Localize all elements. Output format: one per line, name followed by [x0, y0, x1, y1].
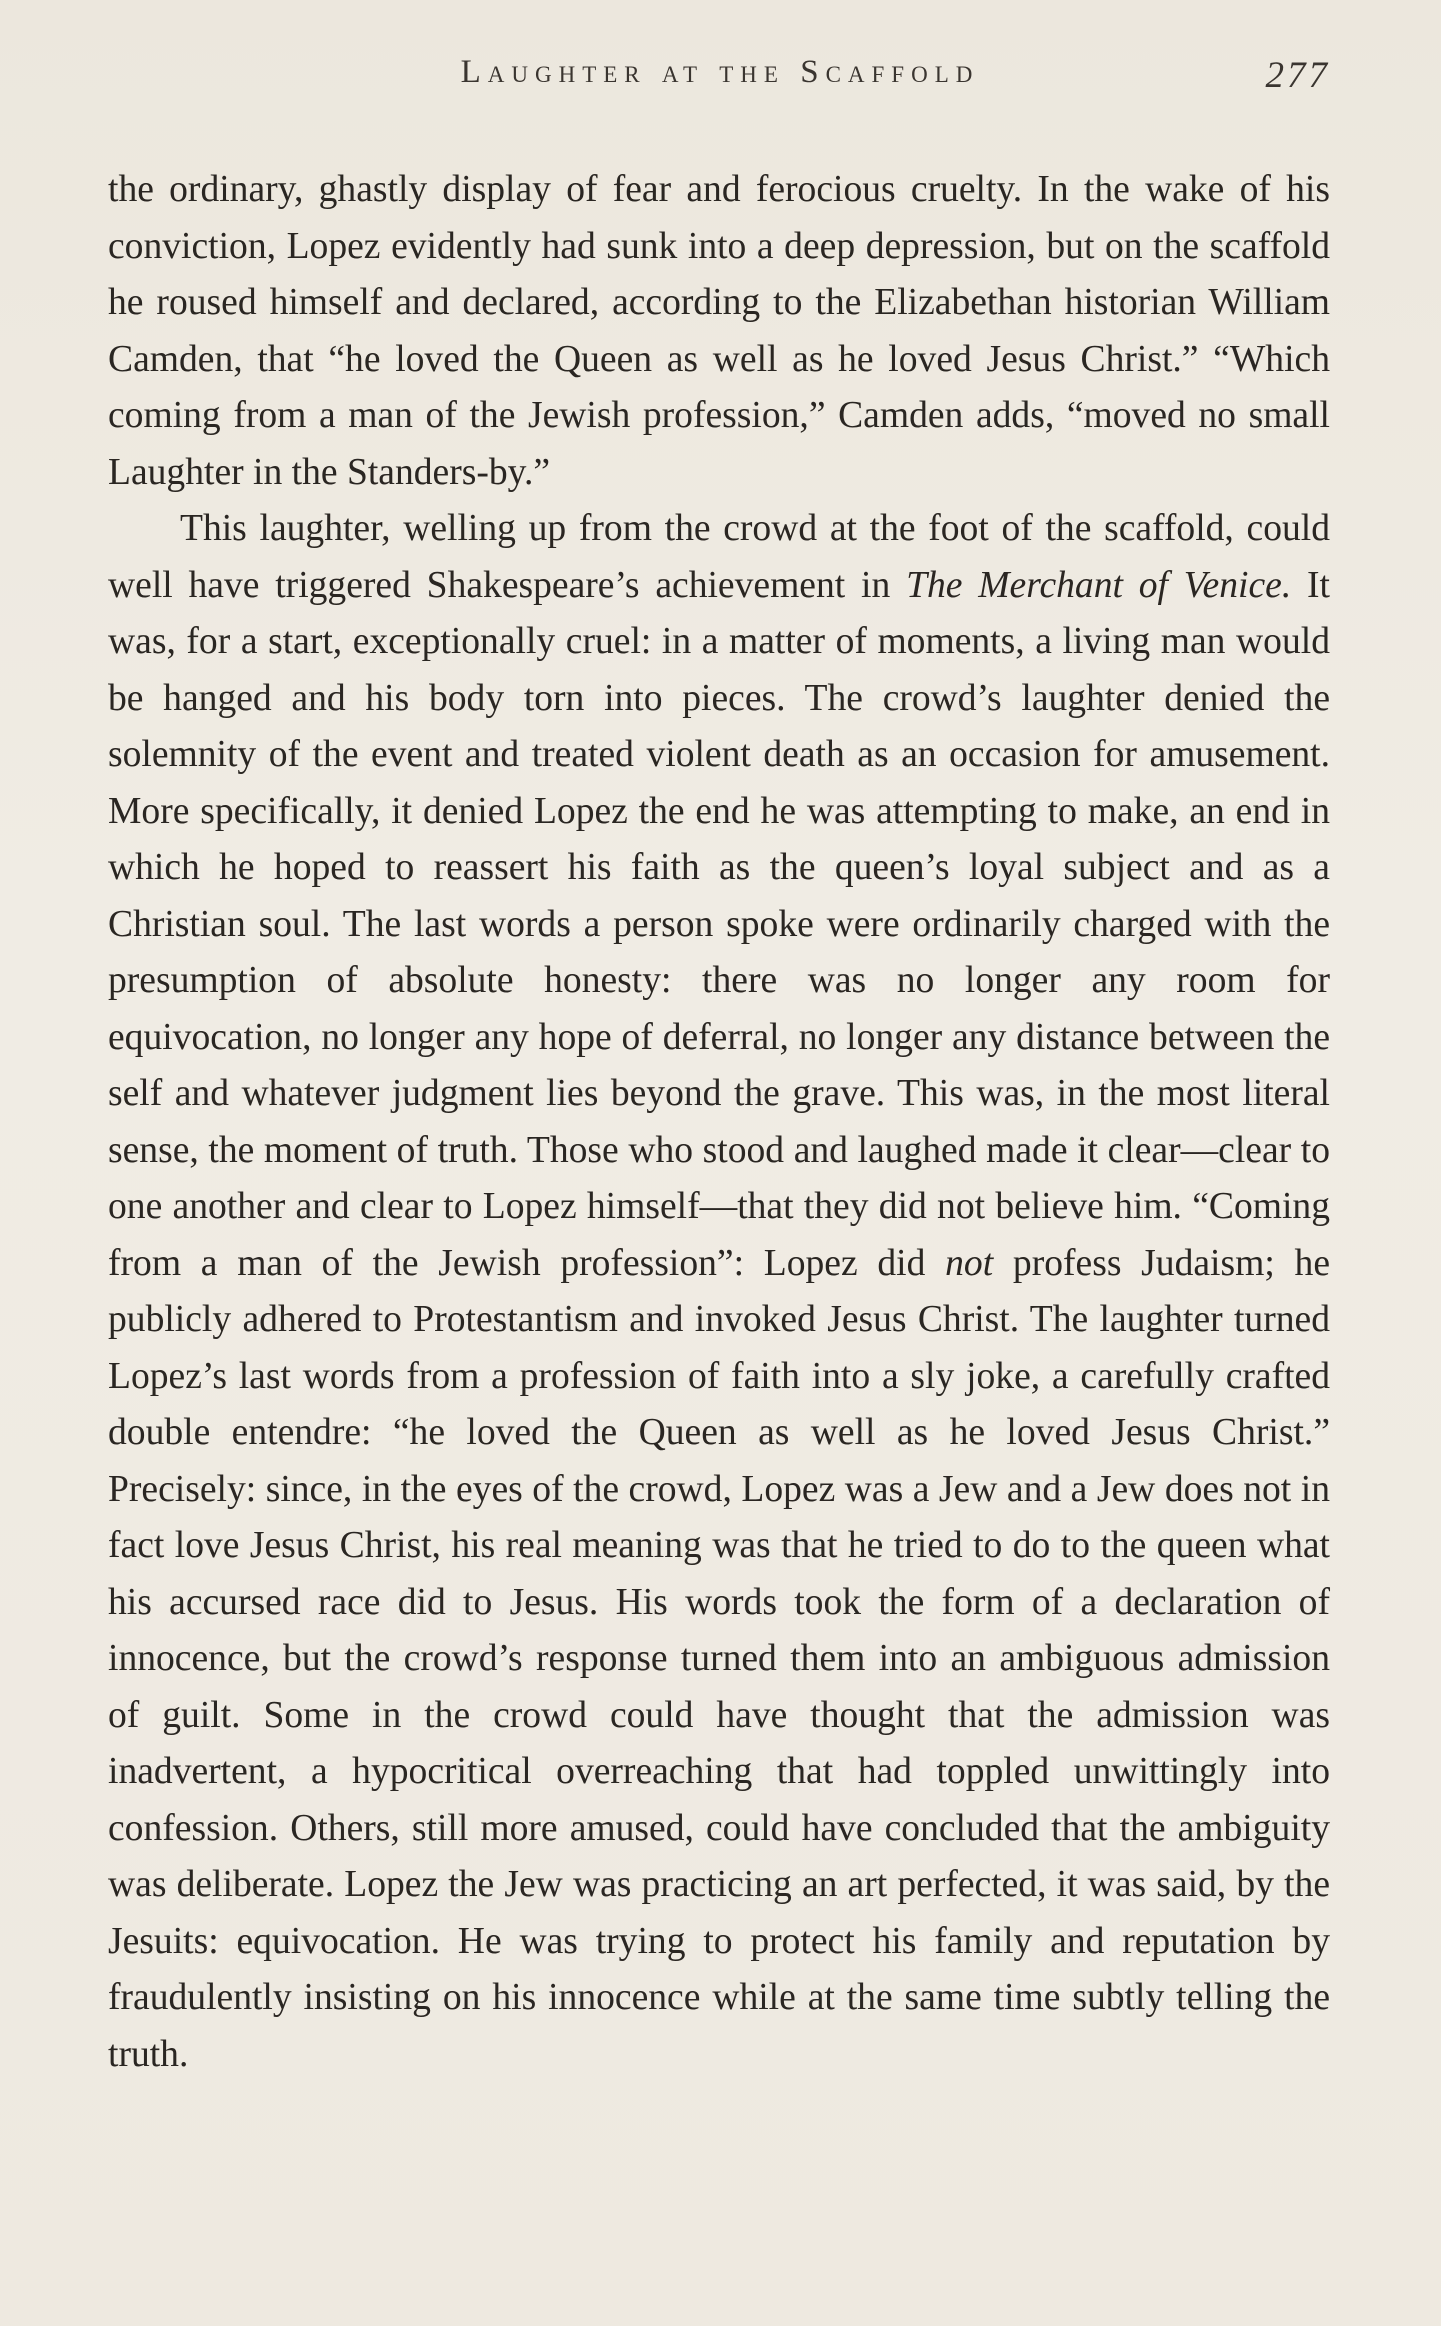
page-number: 277 [1265, 55, 1330, 96]
paragraph-1-text: the ordinary, ghastly display of fear and ferocious cruelty. In the wake of his conviction, Lopez evidently had sunk into a deep depression, but on the scaffold he roused himself and declared, according to the Elizabethan historian William Camden, that “he loved the Queen as well as he loved Jesus Christ.” “Which coming from a man of the Jewish profession,” Camden adds, “moved no small Laughter in the Standers-by.” [108, 169, 1330, 493]
emphasis-italic: not [945, 1242, 994, 1284]
running-title: Laughter at the Scaffold [460, 54, 980, 90]
paragraph-2 [108, 501, 1330, 2083]
running-head [110, 54, 1330, 104]
paragraph-2-text: profess Judaism; he publicly adhered to Protestantism and invoked Jesus Christ. The laughter turned Lopez’s last words from a profession of faith into a sly joke, a carefully crafted double entendre: “he loved the Queen as well as he loved Jesus Christ.” Precisely: since, in the eyes of the crowd, Lopez was a Jew and a Jew does not in fact love Jesus Christ, his real meaning was that he tried to do to the queen what his accursed race did to Jesus. His words took the form of a declaration of innocence, but the crowd’s response turned them into an ambiguous admission of guilt. Some in the crowd could have thought that the admission was inadvertent, a hypocritical overreaching that had toppled unwittingly into confession. Others, still more amused, could have concluded that the ambiguity was deliberate. Lopez the Jew was practicing an art perfected, it was said, by the Jesuits: equivocation. He was trying to protect his family and reputation by fraudulently insisting on his innocence while at the same time subtly telling the truth. [108, 1242, 1330, 2075]
paragraph-2-text: This laughter, welling up from the crowd at the foot of the scaffold, could well have triggered Shakespeare’s achievement in [108, 508, 1330, 606]
paragraph-2-text: It was, for a start, exceptionally cruel: in a matter of moments, a living man would be hanged and his body torn into pieces. The crowd’s laughter denied the solemnity of the event and treated violent death as an occasion for amusement. More specifically, it denied Lopez the end he was attempting to make, an end in which he hoped to reassert his faith as the queen’s loyal subject and as a Christian soul. The last words a person spoke were ordinarily charged with the presumption of absolute honesty: there was no longer any room for equivocation, no longer any hope of deferral, no longer any distance between the self and whatever judgment lies beyond the grave. This was, in the most literal sense, the moment of truth. Those who stood and laughed made it clear—clear to one another and clear to Lopez himself—that they did not believe him. “Coming from a man of the Jewish profession”: Lopez did [108, 564, 1330, 1284]
paragraph-1 [108, 162, 1330, 501]
body-text [108, 162, 1330, 2083]
title-italic: The Merchant of Venice. [906, 564, 1292, 606]
